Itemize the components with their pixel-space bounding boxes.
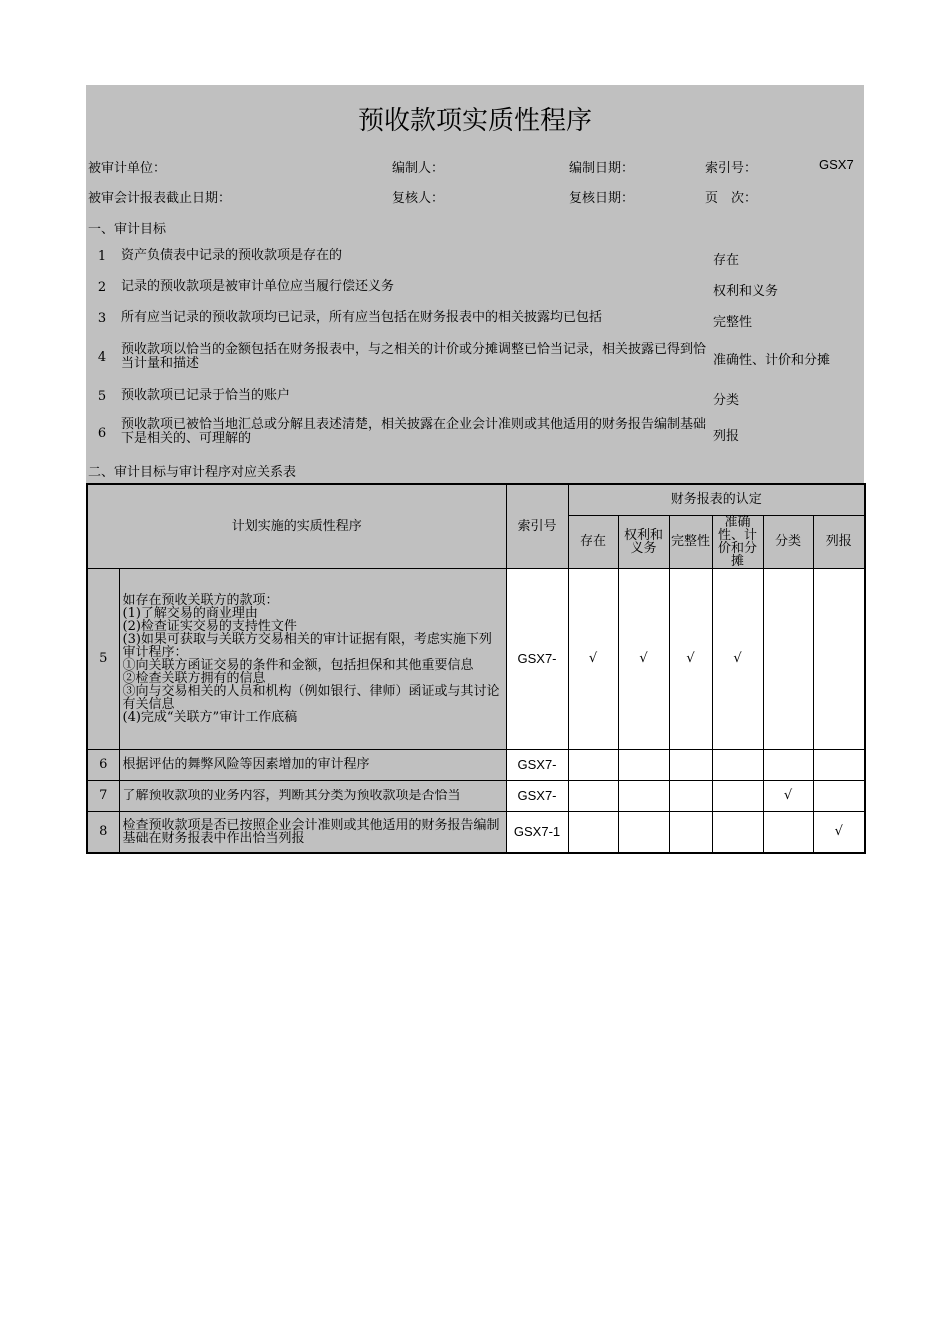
assertion-mark — [763, 568, 813, 749]
page-title: 预收款项实质性程序 — [357, 106, 592, 136]
assertion-mark — [813, 568, 865, 749]
assertion-mark — [813, 780, 865, 811]
assertion-mark — [568, 749, 618, 780]
assertion-mark — [763, 749, 813, 780]
objective-text: 预收款项已记录于恰当的账户 — [121, 388, 291, 403]
assertion-mark — [669, 780, 712, 811]
objective-assertion: 权利和义务 — [713, 284, 779, 299]
page-number-label: 页 次： — [705, 191, 758, 206]
objective-text: 所有应当记录的预收款项均已记录，所有应当包括在财务报表中的相关披露均已包括 — [121, 310, 603, 325]
objective-number: 6 — [97, 426, 107, 441]
index-column-header: 索引号 — [506, 484, 568, 568]
objective-number: 5 — [97, 389, 107, 404]
procedure-index: GSX7- — [506, 780, 568, 811]
assertion-mark — [712, 749, 763, 780]
row-number: 6 — [87, 749, 119, 780]
assertion-mark — [669, 811, 712, 853]
procedure-line: 了解预收款项的业务内容，判断其分类为预收款项是否恰当 — [122, 789, 461, 802]
objective-text: 资产负债表中记录的预收款项是存在的 — [121, 248, 343, 263]
assertion-mark — [568, 811, 618, 853]
objective-assertion: 准确性、计价和分摊 — [713, 353, 831, 368]
procedure-text — [119, 780, 506, 811]
preparer-label: 编制人： — [392, 161, 445, 176]
procedure-line: (1)了解交易的商业理由 — [122, 605, 258, 621]
objective-text: 预收款项已被恰当地汇总或分解且表述清楚，相关披露在企业会计准则或其他适用的财务报告编制基础下是相关的、可理解的 — [121, 417, 707, 446]
procedure-text — [119, 811, 506, 853]
audited-unit-label: 被审计单位： — [88, 161, 167, 176]
objective-number: 2 — [97, 280, 107, 295]
objective-assertion: 列报 — [713, 429, 740, 444]
procedure-text — [119, 568, 506, 749]
objective-text: 预收款项以恰当的金额包括在财务报表中，与之相关的计价或分摊调整已恰当记录，相关披露已得到恰当计量和描述 — [121, 342, 707, 371]
assertion-header: 完整性 — [669, 515, 712, 568]
assertion-mark — [618, 811, 669, 853]
table-row — [87, 568, 865, 749]
procedure-assertion-table — [86, 483, 866, 854]
assertion-mark: √ — [763, 780, 813, 811]
assertion-mark — [669, 749, 712, 780]
assertion-group-header: 财务报表的认定 — [568, 484, 865, 515]
index-label: 索引号： — [705, 161, 758, 176]
assertion-mark — [813, 749, 865, 780]
assertion-mark: √ — [568, 568, 618, 749]
objective-assertion: 存在 — [713, 253, 740, 268]
assertion-header: 准确性、计价和分摊 — [712, 515, 763, 568]
review-date-label: 复核日期： — [569, 191, 635, 206]
assertion-mark — [618, 780, 669, 811]
assertion-mark — [618, 749, 669, 780]
objective-number: 3 — [97, 311, 107, 326]
objective-assertion: 完整性 — [713, 315, 753, 330]
objective-number: 4 — [97, 350, 107, 365]
procedure-line: 检查预收款项是否已按照企业会计准则或其他适用的财务报告编制基础在财务报表中作出恰当列报 — [122, 817, 500, 846]
table-row — [87, 780, 865, 811]
assertion-header: 列报 — [813, 515, 865, 568]
section-heading: 二、审计目标与审计程序对应关系表 — [88, 465, 297, 480]
procedure-line: ②检查关联方拥有的信息 — [122, 670, 266, 686]
assertion-mark — [568, 780, 618, 811]
assertion-mark — [763, 811, 813, 853]
assertion-mark: √ — [712, 568, 763, 749]
assertion-header: 权利和义务 — [618, 515, 669, 568]
table-row — [87, 811, 865, 853]
section-heading: 一、审计目标 — [88, 222, 167, 237]
prep-date-label: 编制日期： — [569, 161, 635, 176]
procedure-index: GSX7- — [506, 568, 568, 749]
procedure-line: 根据评估的舞弊风险等因素增加的审计程序 — [122, 757, 370, 772]
objective-text: 记录的预收款项是被审计单位应当履行偿还义务 — [121, 279, 395, 294]
assertion-mark: √ — [669, 568, 712, 749]
procedure-column-header: 计划实施的实质性程序 — [87, 484, 506, 568]
procedure-line: (4)完成“关联方”审计工作底稿 — [122, 709, 298, 725]
row-number: 5 — [87, 568, 119, 749]
procedure-line: (2)检查证实交易的支持性文件 — [122, 618, 297, 634]
assertion-header: 分类 — [763, 515, 813, 568]
procedure-line: (3)如果可获取与关联方交易相关的审计证据有限，考虑实施下列审计程序： — [122, 631, 492, 660]
objective-assertion: 分类 — [713, 393, 740, 408]
index-value: GSX7 — [819, 157, 854, 172]
assertion-mark: √ — [618, 568, 669, 749]
procedure-line: ①向关联方函证交易的条件和金额，包括担保和其他重要信息 — [122, 657, 474, 673]
reviewer-label: 复核人： — [392, 191, 445, 206]
procedure-index: GSX7-1 — [506, 811, 568, 853]
period-end-label: 被审会计报表截止日期： — [88, 191, 232, 206]
table-row — [87, 749, 865, 780]
objective-number: 1 — [97, 249, 107, 264]
assertion-header: 存在 — [568, 515, 618, 568]
assertion-mark — [712, 780, 763, 811]
row-number: 8 — [87, 811, 119, 853]
procedure-text — [119, 749, 506, 780]
procedure-line: ③向与交易相关的人员和机构（例如银行、律师）函证或与其讨论有关信息 — [122, 683, 500, 712]
assertion-mark: √ — [813, 811, 865, 853]
procedure-line: 如存在预收关联方的款项： — [122, 592, 279, 608]
row-number: 7 — [87, 780, 119, 811]
assertion-mark — [712, 811, 763, 853]
procedure-index: GSX7- — [506, 749, 568, 780]
